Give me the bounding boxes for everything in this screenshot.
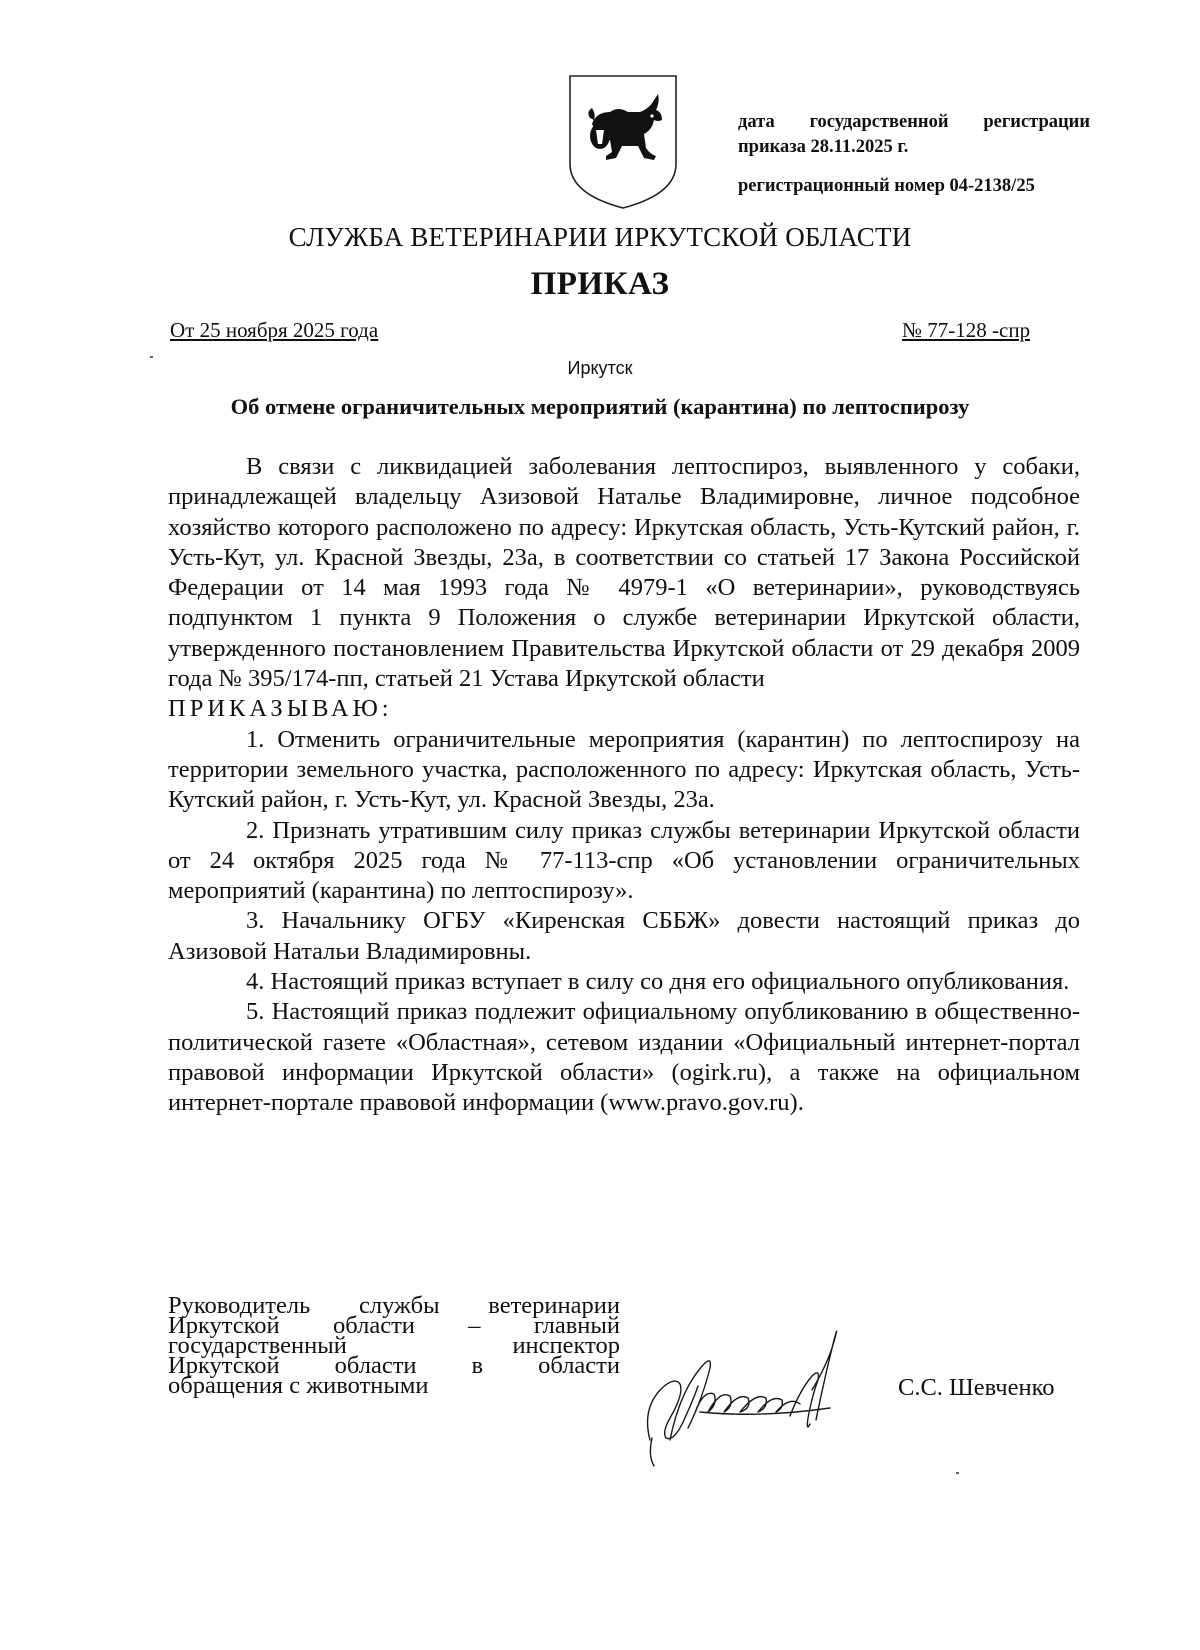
scan-speck	[956, 1472, 959, 1474]
order-item-4: 4. Настоящий приказ вступает в силу со дня его официального опубликования.	[246, 968, 1070, 996]
signer-position-line: Иркутской области – главный	[168, 1312, 620, 1339]
order-date: От 25 ноября 2025 года	[170, 318, 379, 342]
signer-position-line: государственный инспектор	[168, 1332, 620, 1359]
order-city: Иркутск	[567, 358, 633, 378]
handwritten-signature	[640, 1320, 870, 1470]
signer-position-line: Иркутской области в области	[168, 1352, 620, 1379]
signer-position-line: обращения с животными	[168, 1372, 429, 1399]
registration-date-label: дата государственной регистрации	[738, 112, 1090, 132]
registration-number: регистрационный номер 04-2138/25	[738, 176, 1035, 196]
signer-name: С.С. Шевченко	[898, 1374, 1055, 1401]
order-item-2: 2. Признать утратившим силу приказ службы ветеринарии Иркутской области от 24 октября 2025 года № 77-113-спр «Об установлении ограничительных мероприятий (карантина) по лептоспирозу».	[168, 816, 1080, 905]
order-item-5: 5. Настоящий приказ подлежит официальному опубликованию в общественно-политической газете «Областная», сетевом издании «Официальный интернет-портал правовой информации Иркутской области» (ogirk.ru), а также на официальном интернет-портале правовой информации (www.pravo.gov.ru).	[168, 998, 1080, 1117]
document-title: ПРИКАЗ	[530, 266, 670, 302]
signer-position	[168, 1292, 620, 1399]
order-word: ПРИКАЗЫВАЮ:	[168, 695, 393, 723]
order-body	[168, 452, 1080, 1119]
coat-of-arms-icon	[566, 72, 680, 212]
registration-info	[738, 110, 1090, 199]
signer-position-line: Руководитель службы ветеринарии	[168, 1292, 620, 1319]
scan-speck	[150, 356, 153, 358]
order-number: № 77-128 -спр	[902, 318, 1031, 342]
order-subject: Об отмене ограничительных мероприятий (карантина) по лептоспирозу	[230, 394, 970, 419]
registration-order-date: приказа 28.11.2025 г.	[738, 137, 909, 157]
agency-name: СЛУЖБА ВЕТЕРИНАРИИ ИРКУТСКОЙ ОБЛАСТИ	[288, 222, 912, 252]
preamble-paragraph: В связи с ликвидацией заболевания лептоспироз, выявленного у собаки, принадлежащей владельцу Азизовой Наталье Владимировне, личное подсобное хозяйство которого расположено по адресу: Иркутская область, Усть-Кутский район, г. Усть-Кут, ул. Красной Звезды, 23а, в соответствии со статьей 17 Закона Российской Федерации от 14 мая 1993 года № 4979-1 «О ветеринарии», руководствуясь подпунктом 1 пункта 9 Положения о службе ветеринарии Иркутской области, утвержденного постановлением Правительства Иркутской области от 29 декабря 2009 года № 395/174-пп, статьей 21 Устава Иркутской области	[168, 453, 1080, 693]
order-item-1: 1. Отменить ограничительные мероприятия (карантин) по лептоспирозу на территории земельного участка, расположенного по адресу: Иркутская область, Усть-Кутский район, г. Усть-Кут, ул. Красной Звезды, 23а.	[168, 725, 1080, 814]
order-item-3: 3. Начальнику ОГБУ «Киренская СББЖ» довести настоящий приказ до Азизовой Натальи Владимировны.	[168, 907, 1080, 965]
